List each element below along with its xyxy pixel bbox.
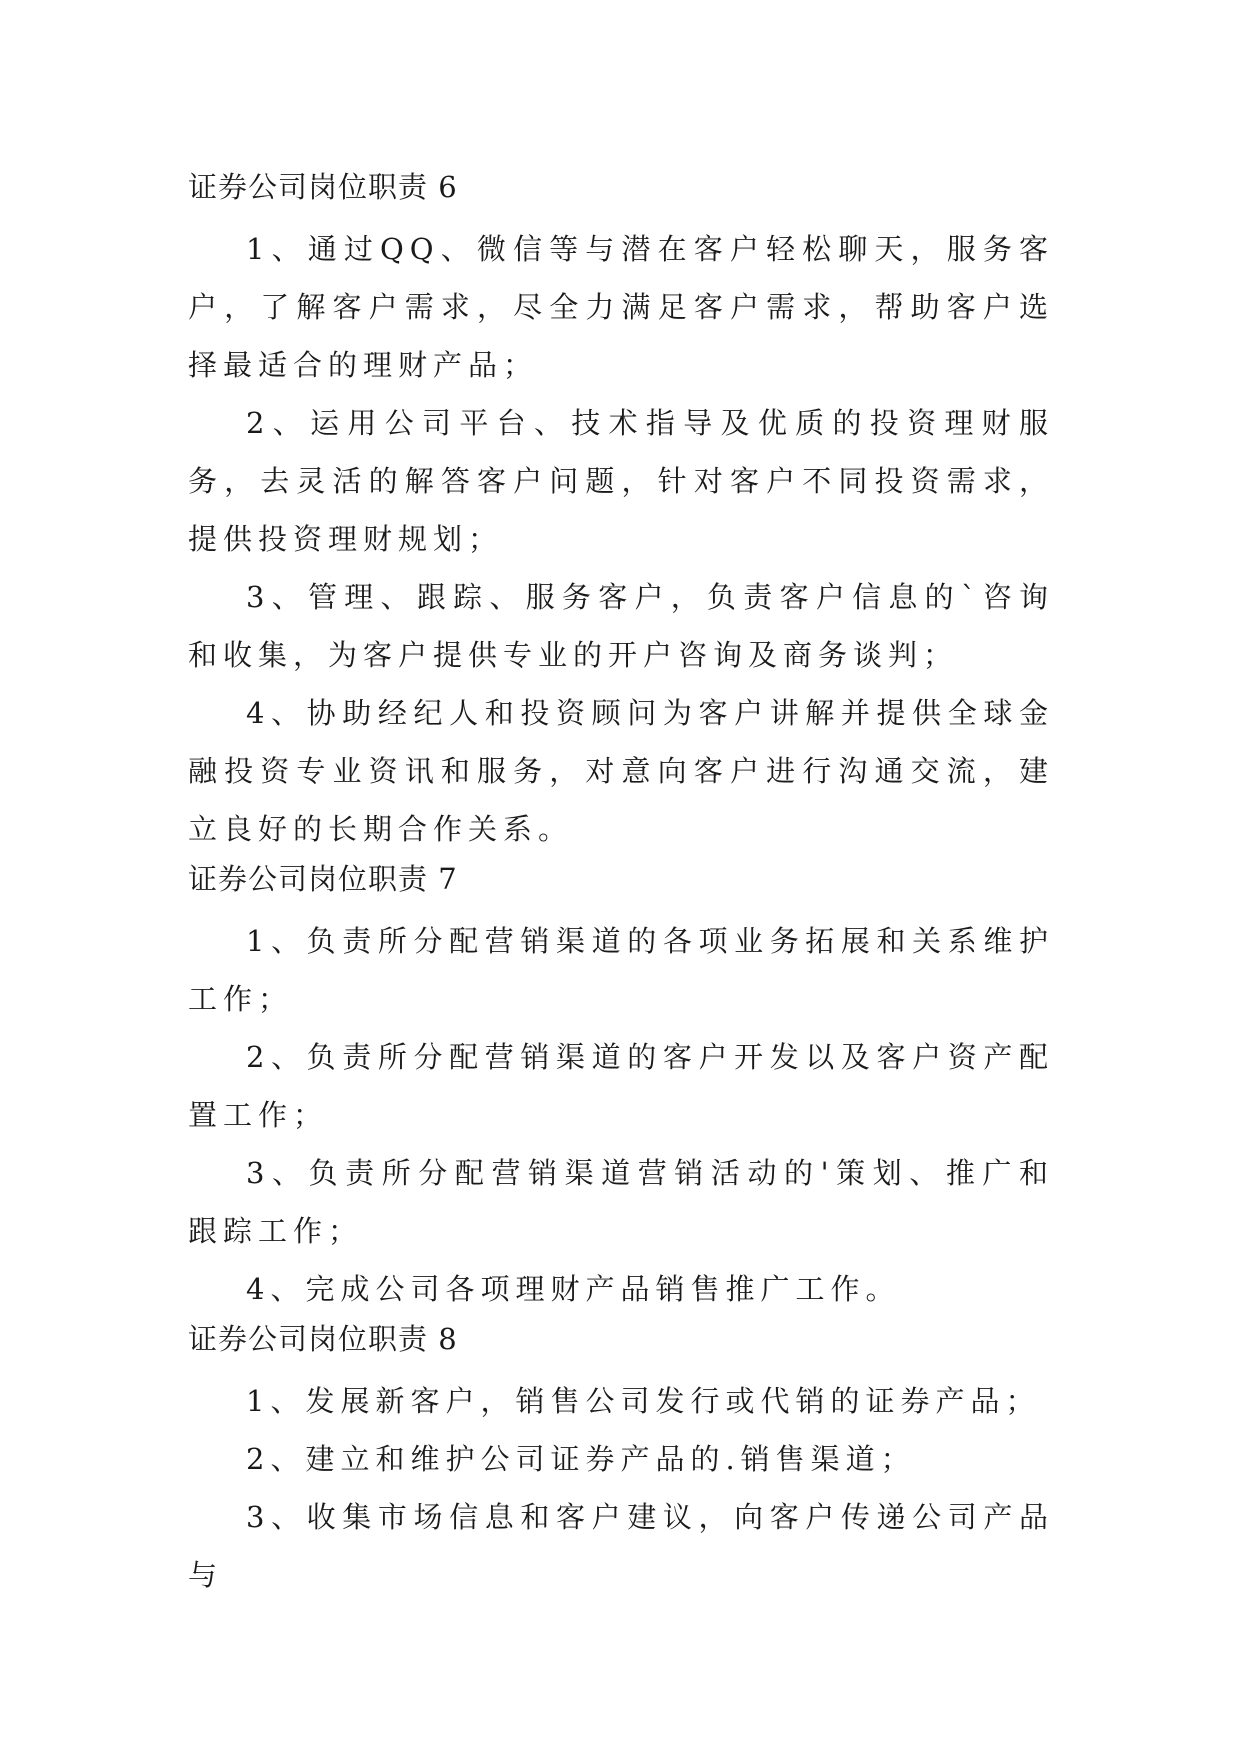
section-8 bbox=[188, 1318, 1054, 1604]
duty-item: 2、负责所分配营销渠道的客户开发以及客户资产配置工作； bbox=[188, 1040, 1054, 1132]
section-heading: 证券公司岗位职责 7 bbox=[188, 862, 458, 896]
document-page bbox=[188, 166, 1054, 1604]
duty-item: 3、负责所分配营销渠道营销活动的'策划、推广和跟踪工作； bbox=[188, 1156, 1054, 1248]
duty-item: 3、管理、跟踪、服务客户，负责客户信息的`咨询和收集，为客户提供专业的开户咨询及商务谈判； bbox=[188, 580, 1054, 672]
section-heading: 证券公司岗位职责 6 bbox=[188, 170, 458, 204]
section-7 bbox=[188, 858, 1054, 1318]
section-6 bbox=[188, 166, 1054, 858]
duty-item: 1、负责所分配营销渠道的各项业务拓展和关系维护工作； bbox=[188, 924, 1054, 1016]
duty-item: 1、通过QQ、微信等与潜在客户轻松聊天，服务客户，了解客户需求，尽全力满足客户需求，帮助客户选择最适合的理财产品； bbox=[188, 232, 1054, 382]
duty-item: 1、发展新客户，销售公司发行或代销的证券产品； bbox=[246, 1384, 1041, 1418]
duty-item: 2、运用公司平台、技术指导及优质的投资理财服务，去灵活的解答客户问题，针对客户不同投资需求，提供投资理财规划； bbox=[188, 406, 1054, 556]
duty-item: 4、完成公司各项理财产品销售推广工作。 bbox=[246, 1272, 901, 1306]
duty-item: 2、建立和维护公司证券产品的.销售渠道； bbox=[246, 1442, 916, 1476]
duty-item: 4、协助经纪人和投资顾问为客户讲解并提供全球金融投资专业资讯和服务，对意向客户进行沟通交流，建立良好的长期合作关系。 bbox=[188, 696, 1054, 846]
duty-item: 3、收集市场信息和客户建议，向客户传递公司产品与 bbox=[188, 1500, 1054, 1592]
section-heading: 证券公司岗位职责 8 bbox=[188, 1322, 458, 1356]
